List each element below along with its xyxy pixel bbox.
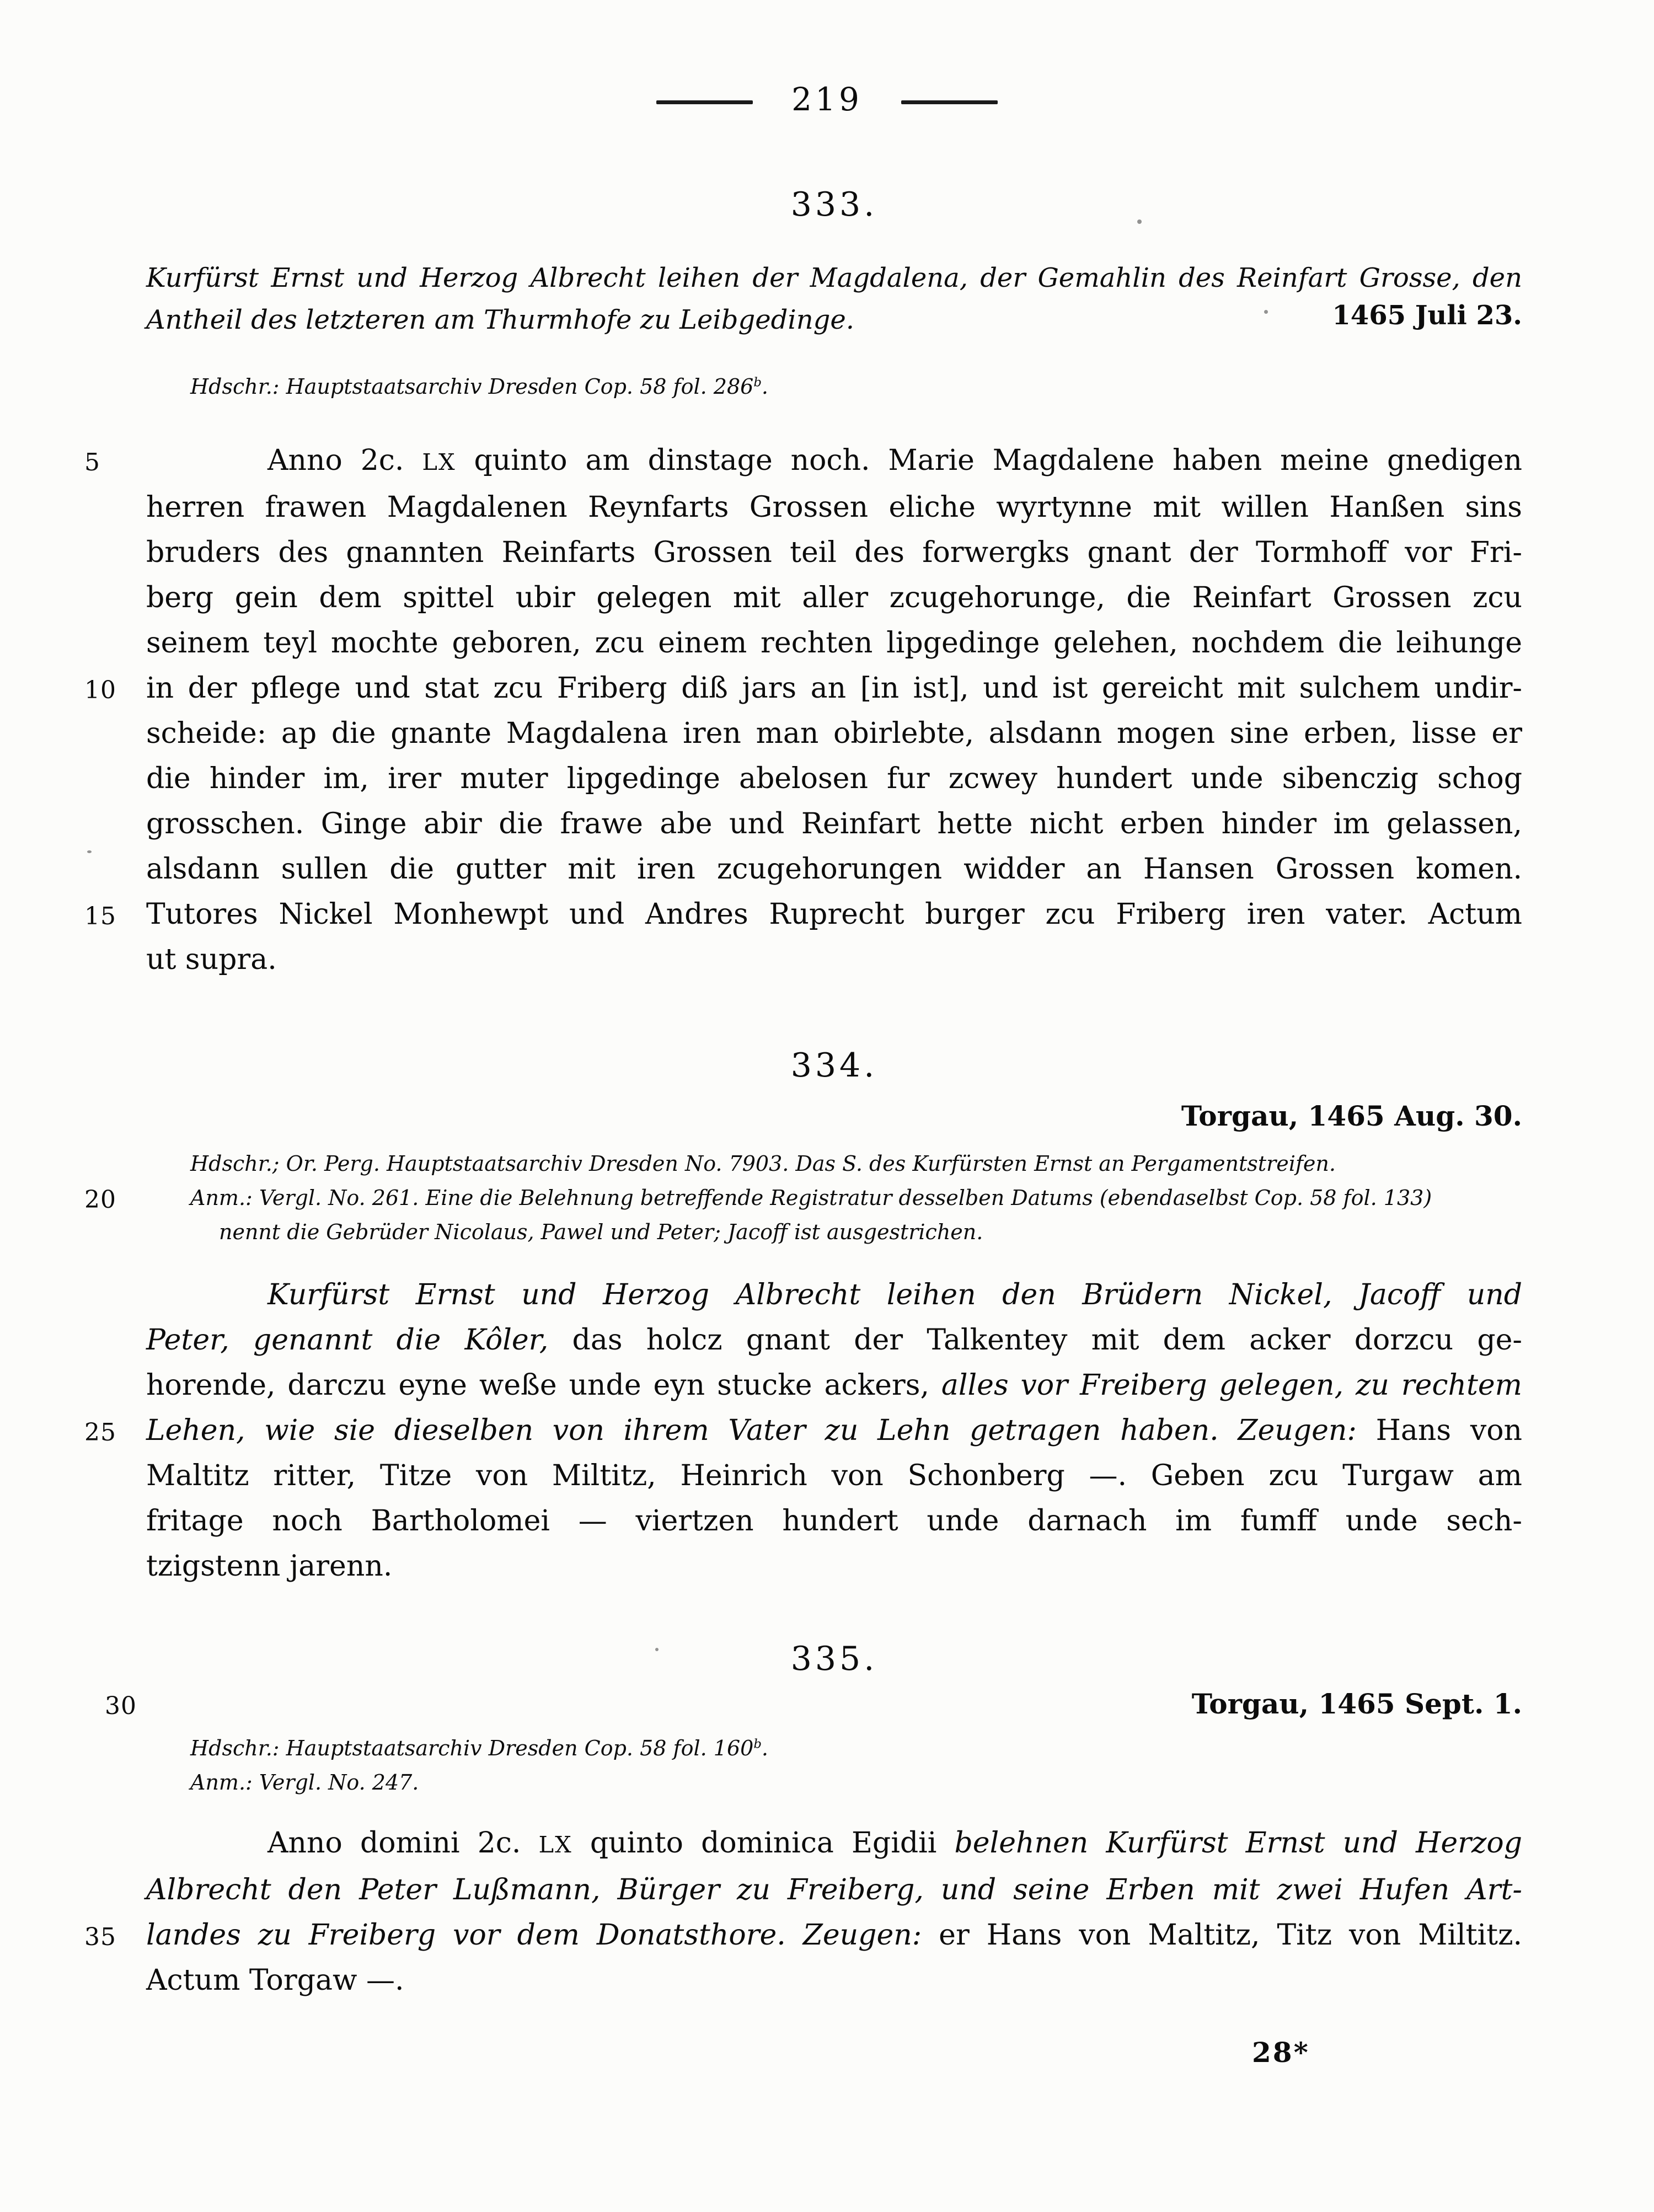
scan-speck: [1137, 219, 1142, 224]
text-segment: berg gein dem spittel ubir gelegen mit aller zcugehorunge, die Reinfart Grossen zcu: [146, 581, 1522, 614]
body-line: [146, 937, 1522, 982]
body-line: [84, 1913, 1522, 1958]
text-segment: alles vor Freiberg gelegen, zu rechtem: [941, 1369, 1522, 1402]
source-line: [190, 1731, 1522, 1765]
source-line: [84, 1181, 1522, 1215]
entry-334: [84, 1046, 1522, 1589]
body-line: [146, 1272, 1522, 1317]
text-segment: Anm.: Vergl. No. 247.: [190, 1770, 419, 1795]
body-line: [84, 1408, 1522, 1453]
entry-333: [84, 185, 1522, 982]
page-number: 219: [791, 81, 863, 118]
margin-line-number: 25: [84, 1418, 116, 1447]
body-line: [146, 801, 1522, 847]
body-line: [146, 485, 1522, 530]
entry-body: [84, 1272, 1522, 1589]
body-line: [84, 892, 1522, 937]
entry-sources: [146, 1731, 1522, 1799]
body-line: [146, 1498, 1522, 1544]
text-segment: er Hans von Maltitz, Titz von Miltitz.: [939, 1919, 1522, 1952]
text-segment: nennt die Gebrüder Nicolaus, Pawel und Peter; Jacoff ist ausgestrichen.: [219, 1220, 983, 1244]
margin-line-number: 20: [84, 1186, 116, 1214]
text-segment: ut supra.: [146, 943, 277, 976]
source-line: [190, 1765, 1522, 1799]
text-segment: LX: [422, 448, 456, 475]
summary-line: [146, 299, 1522, 341]
text-segment: die hinder im, irer muter lipgedinge abelosen fur zcwey hundert unde sibenczig schog: [146, 762, 1522, 795]
margin-line-number: 10: [84, 676, 116, 704]
body-line: [146, 1317, 1522, 1363]
text-segment: grosschen. Ginge abir die frawe abe und Reinfart hette nicht erben hinder im gelassen,: [146, 807, 1522, 840]
body-line: [146, 1453, 1522, 1498]
text-segment: Tutores Nickel Monhewpt und Andres Ruprecht burger zcu Friberg iren vater. Actum: [146, 898, 1522, 931]
text-segment: Antheil des letzteren am Thurmhofe zu Leibgedinge.: [146, 304, 854, 335]
header-rule-right: [901, 100, 998, 104]
summary-line: [146, 257, 1522, 299]
header-rule-left: [656, 100, 753, 104]
text-segment: Hans von: [1375, 1414, 1522, 1447]
margin-line-number: 5: [84, 448, 100, 476]
text-segment: LX: [538, 1831, 572, 1858]
text-segment: alsdann sullen die gutter mit iren zcugehorungen widder an Hansen Grossen komen.: [146, 853, 1522, 886]
entry-date: Torgau, 1465 Aug. 30.: [1181, 1100, 1522, 1132]
margin-line-number: 35: [84, 1923, 116, 1951]
text-segment: .: [761, 1736, 768, 1760]
text-segment: quinto dominica Egidii: [572, 1827, 955, 1860]
entry-summary: [146, 257, 1522, 341]
text-segment: Maltitz ritter, Titze von Miltitz, Heinrich von Schonberg —. Geben zcu Turgaw am: [146, 1459, 1522, 1492]
source-line: [190, 1147, 1522, 1181]
body-line: [146, 711, 1522, 756]
source-line: [219, 1215, 1522, 1249]
body-line: [146, 847, 1522, 892]
entry-body: [84, 438, 1522, 982]
entry-sources: [146, 369, 1522, 404]
text-segment: scheide: ap die gnante Magdalena iren man obirlebte, alsdann mogen sine erben, lisse er: [146, 717, 1522, 750]
text-segment: Kurfürst Ernst und Herzog Albrecht leihen den Brüdern Nickel, Jacoff und: [267, 1278, 1522, 1311]
text-segment: Kurfürst Ernst und Herzog Albrecht leihen der Magdalena, der Gemahlin des Reinfart Grosse, den: [146, 263, 1522, 293]
text-segment: horende, darczu eyne weße unde eyn stucke ackers,: [146, 1369, 941, 1402]
text-segment: Anno domini 2c.: [267, 1827, 539, 1860]
text-segment: Actum Torgaw —.: [146, 1964, 404, 1997]
text-segment: quinto am dinstage noch. Marie Magdalene haben meine gnedigen: [456, 444, 1522, 477]
text-segment: herren frawen Magdalenen Reynfarts Grossen eliche wyrtynne mit willen Hanßen sins: [146, 491, 1522, 524]
entry-335: [84, 1640, 1522, 2003]
entry-number: 335.: [790, 1640, 878, 1678]
margin-line-number: 30: [105, 1692, 137, 1720]
entry-body: [84, 1820, 1522, 2003]
text-segment: Lehen, wie sie dieselben von ihrem Vater zu Lehn getragen haben. Zeugen:: [146, 1414, 1376, 1447]
body-line: [146, 1544, 1522, 1589]
margin-line-number: 15: [84, 902, 116, 930]
text-segment: seinem teyl mochte geboren, zcu einem rechten lipgedinge gelehen, nochdem die leihunge: [146, 626, 1522, 660]
body-line: [146, 620, 1522, 666]
text-segment: Anno 2c.: [267, 444, 422, 477]
text-segment: landes zu Freiberg vor dem Donatsthore. Zeugen:: [146, 1919, 939, 1952]
body-line: [146, 530, 1522, 575]
entries: [84, 185, 1522, 2003]
body-line: [146, 575, 1522, 620]
body-line: [146, 1958, 1522, 2003]
text-segment: Hdschr.: Hauptstaatsarchiv Dresden Cop. 58 fol. 160: [190, 1736, 754, 1760]
entry-number: 333.: [790, 185, 878, 224]
entry-dateline: [105, 1687, 1522, 1721]
entry-date: 1465 Juli 23.: [1332, 300, 1522, 331]
source-line: [190, 369, 1522, 404]
body-line: [146, 1867, 1522, 1913]
text-segment: in der pflege und stat zcu Friberg diß jars an [in ist], und ist gereicht mit sulchem undir-: [146, 672, 1522, 705]
signature-mark: 28*: [1252, 2036, 1310, 2069]
text-segment: Hdschr.: Hauptstaatsarchiv Dresden Cop. 58 fol. 286: [190, 374, 754, 399]
entry-sources: [84, 1147, 1522, 1249]
body-line: [84, 666, 1522, 711]
page-header: [0, 0, 1654, 117]
scan-speck: [87, 850, 92, 853]
text-segment: Albrecht den Peter Lußmann, Bürger zu Freiberg, und seine Erben mit zwei Hufen Art-: [146, 1873, 1522, 1906]
text-segment: tzigstenn jarenn.: [146, 1550, 393, 1583]
entry-date: Torgau, 1465 Sept. 1.: [1191, 1688, 1522, 1720]
text-segment: bruders des gnannten Reinfarts Grossen teil des forwergks gnant der Tormhoff vor Fri-: [146, 536, 1522, 569]
text-segment: Peter, genannt die Kôler,: [146, 1324, 549, 1357]
entry-dateline: [146, 1099, 1522, 1133]
entry-number: 334.: [790, 1046, 878, 1085]
text-segment: b: [753, 1737, 762, 1752]
text-segment: belehnen Kurfürst Ernst und Herzog: [954, 1827, 1522, 1860]
body-line: [146, 1363, 1522, 1408]
text-segment: .: [761, 374, 768, 399]
scan-speck: [1264, 310, 1268, 314]
text-segment: Anm.: Vergl. No. 261. Eine die Belehnung betreffende Registratur desselben Datums (ebendaselbst Cop. 58 fol. 133): [190, 1186, 1432, 1210]
text-segment: das holcz gnant der Talkentey mit dem acker dorzcu ge-: [548, 1324, 1522, 1357]
scan-speck: [655, 1648, 659, 1651]
text-segment: b: [753, 375, 762, 390]
body-line: [146, 756, 1522, 801]
body-line: [84, 438, 1522, 485]
text-segment: Hdschr.; Or. Perg. Hauptstaatsarchiv Dresden No. 7903. Das S. des Kurfürsten Ernst an Pergamentstreifen.: [190, 1151, 1336, 1176]
body-line: [146, 1820, 1522, 1867]
text-segment: fritage noch Bartholomei — viertzen hundert unde darnach im fumff unde sech-: [146, 1504, 1522, 1538]
